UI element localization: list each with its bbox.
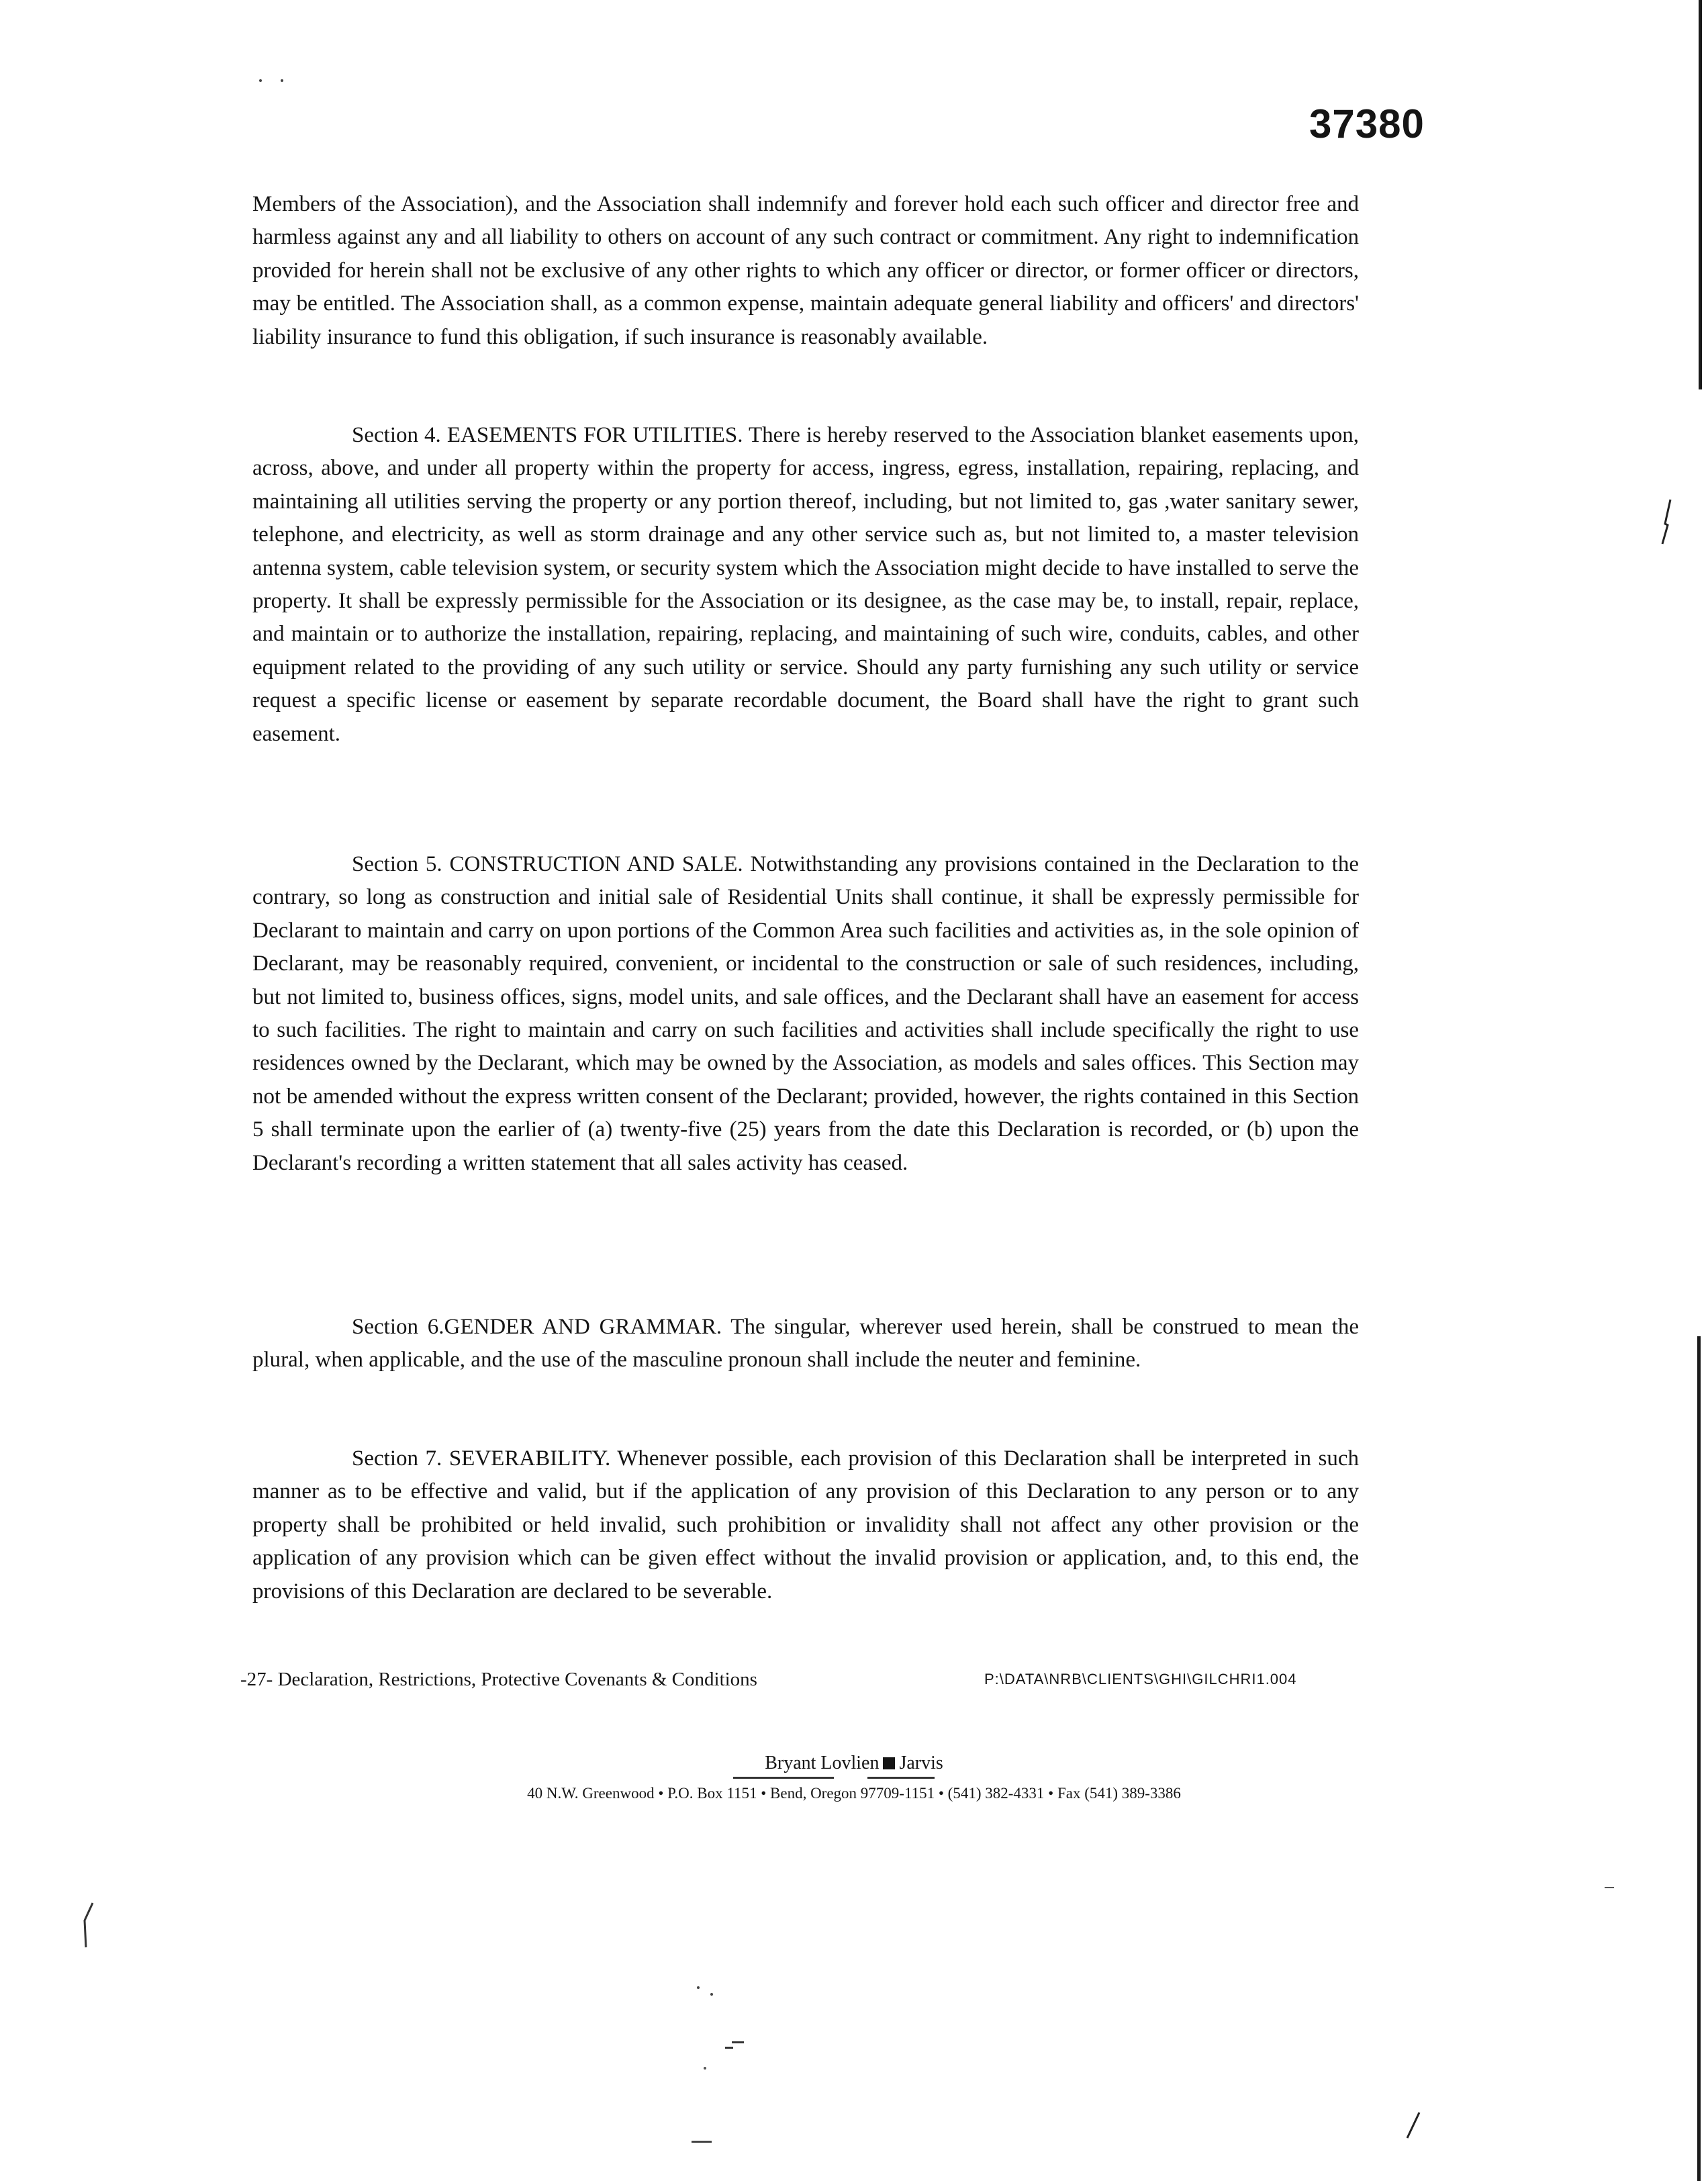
footer-document-title: -27- Declaration, Restrictions, Protective Covenants & Conditions: [240, 1669, 757, 1690]
scan-tick-mark: [1658, 497, 1678, 551]
firm-name-part2: Jarvis: [899, 1753, 943, 1773]
paragraph-section-5: Section 5. CONSTRUCTION AND SALE. Notwithstanding any provisions contained in the Declaration to the contrary, so long as construction and initial sale of Residential Units shall continue, it shall be expressly permissible for Declarant to maintain and carry on upon portions of the Common Area such facilities and activities as, in the sole opinion of Declarant, may be reasonably required, convenient, or incidental to the construction or sale of such residences, including, but not limited to, business offices, signs, model units, and sale offices, and the Declarant shall have an easement for access to such facilities. The right to maintain and carry on such facilities and activities shall include specifically the right to use residences owned by the Declarant, which may be owned by the Association, as models and sales offices. This Section may not be amended without the express written consent of the Declarant; provided, however, the rights contained in this Section 5 shall terminate upon the earlier of (a) twenty-five (25) years from the date this Declaration is recorded, or (b) upon the Declarant's recording a written statement that all sales activity has ceased.: [252, 852, 1359, 1175]
scan-edge-line-bottom: [1697, 1336, 1701, 2181]
firm-name-part1: Bryant Lovlien: [765, 1753, 880, 1773]
law-firm-letterhead: [0, 1753, 1708, 1802]
firm-name: [765, 1753, 943, 1774]
paragraph-section-7: Section 7. SEVERABILITY. Whenever possible, each provision of this Declaration shall be interpreted in such manner as to be effective and valid, but if the application of any provision of this Declaration to any person or to any property shall be prohibited or held invalid, such prohibition or invalidity shall not affect any other provision or the application of any provision which can be given effect without the invalid provision or application, and, to this end, the provisions of this Declaration are declared to be severable.: [252, 1446, 1359, 1604]
firm-tagline-smudge: [0, 1775, 1708, 1782]
firm-square-icon: [883, 1757, 895, 1769]
footer-file-path: P:\DATA\NRB\CLIENTS\GHI\GILCHRI1.004: [984, 1671, 1297, 1687]
firm-address: 40 N.W. Greenwood • P.O. Box 1151 • Bend, Oregon 97709-1151 • (541) 382-4331 • Fax (541) 389-3386: [527, 1785, 1181, 1802]
paragraph-section-4: Section 4. EASEMENTS FOR UTILITIES. There is hereby reserved to the Association blanket easements upon, across, above, and under all property within the property for access, ingress, egress, installation, repairing, replacing, and maintaining all utilities serving the property or any portion thereof, including, but not limited to, gas ,water sanitary sewer, telephone, and electricity, as well as storm drainage and any other service such as, but not limited to, a master television antenna system, cable television system, or security system which the Association might decide to have installed to serve the property. It shall be expressly permissible for the Association or its designee, as the case may be, to install, repair, replace, and maintain or to authorize the installation, repairing, replacing, and maintaining of such wire, conduits, cables, and other equipment related to the providing of any such utility or service. Should any party furnishing any such utility or service request a specific license or easement by separate recordable document, the Board shall have the right to grant such easement.: [252, 423, 1359, 746]
page-number: 37380: [1309, 101, 1425, 146]
scan-top-dots: [255, 74, 295, 87]
scan-speckles: [692, 1974, 772, 2149]
paragraph-indemnification: Members of the Association), and the Association shall indemnify and forever hold each such officer and director free and harmless against any and all liability to others on account of any such contract or commitment. Any right to indemnification provided for herein shall not be exclusive of any other rights to which any officer or director, or former officer or directors, may be entitled. The Association shall, as a common expense, maintain adequate general liability and officers' and directors' liability insurance to fund this obligation, if such insurance is reasonably available.: [252, 192, 1359, 349]
scan-bottom-stroke: [1403, 2108, 1423, 2142]
scan-dash-mark: [1605, 1887, 1614, 1888]
scan-left-stroke: [79, 1900, 99, 1954]
scan-edge-line-top: [1699, 0, 1702, 389]
tagline-smudge-icon: [733, 1775, 975, 1781]
paragraph-section-6: Section 6.GENDER AND GRAMMAR. The singular, wherever used herein, shall be construed to mean the plural, when applicable, and the use of the masculine pronoun shall include the neuter and feminine.: [252, 1315, 1359, 1373]
